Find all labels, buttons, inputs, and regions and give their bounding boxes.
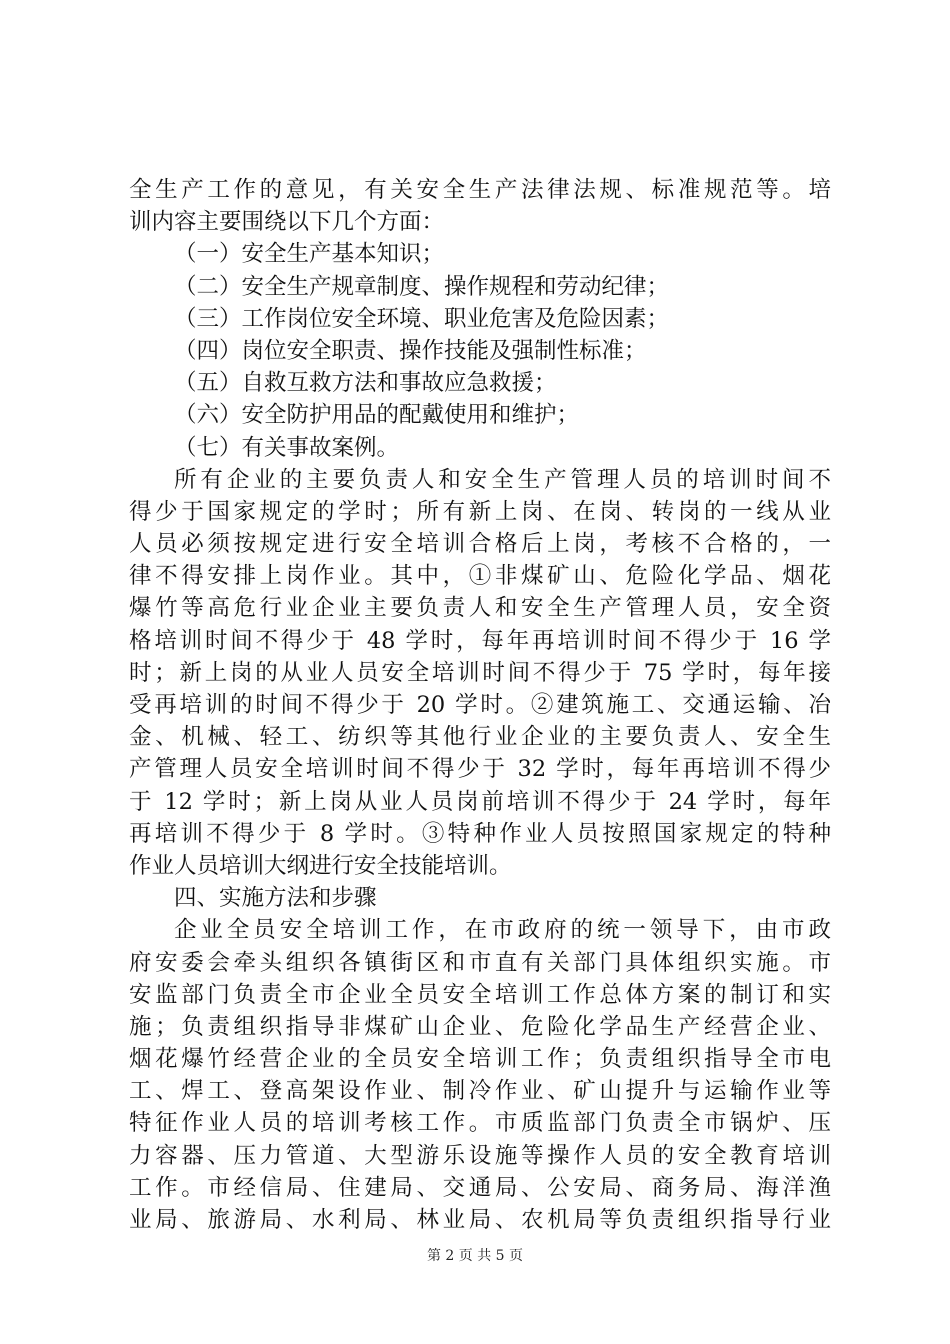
list-item: （三）工作岗位安全环境、职业危害及危险因素；: [174, 305, 670, 332]
text-line: 再培训不得少于 8 学时。③特种作业人员按照国家规定的特种: [129, 820, 831, 847]
text-line: 工、焊工、登高架设作业、制冷作业、矿山提升与运输作业等: [129, 1078, 831, 1105]
list-item: （四）岗位安全职责、操作技能及强制性标准；: [174, 337, 647, 364]
text-line: 企业全员安全培训工作，在市政府的统一领导下，由市政: [174, 917, 831, 944]
text-line: 力容器、压力管道、大型游乐设施等操作人员的安全教育培训: [129, 1142, 831, 1169]
text-line: 金、机械、轻工、纺织等其他行业企业的主要负责人、安全生: [129, 724, 831, 751]
text-line: 作业人员培训大纲进行安全技能培训。: [129, 852, 512, 879]
section-heading: 四、实施方法和步骤: [174, 885, 377, 912]
text-line: 工作。市经信局、住建局、交通局、公安局、商务局、海洋渔: [129, 1174, 831, 1201]
text-line: 训内容主要围绕以下几个方面：: [129, 209, 445, 236]
text-line: 施；负责组织指导非煤矿山企业、危险化学品生产经营企业、: [129, 1013, 831, 1040]
text-line: 所有企业的主要负责人和安全生产管理人员的培训时间不: [174, 466, 831, 493]
document-body: [129, 174, 831, 1236]
text-line: 府安委会牵头组织各镇街区和市直有关部门具体组织实施。市: [129, 949, 831, 976]
list-item: （六）安全防护用品的配戴使用和维护；: [174, 402, 580, 429]
text-line: 产管理人员安全培训时间不得少于 32 学时，每年再培训不得少: [129, 756, 831, 783]
text-line: 于 12 学时；新上岗从业人员岗前培训不得少于 24 学时，每年: [129, 788, 831, 815]
text-line: 得少于国家规定的学时；所有新上岗、在岗、转岗的一线从业: [129, 498, 831, 525]
text-line: 时；新上岗的从业人员安全培训时间不得少于 75 学时，每年接: [129, 659, 831, 686]
text-line: 全生产工作的意见，有关安全生产法律法规、标准规范等。培: [129, 177, 831, 203]
text-line: 业局、旅游局、水利局、林业局、农机局等负责组织指导行业: [129, 1207, 831, 1233]
text-line: 烟花爆竹经营企业的全员安全培训工作；负责组织指导全市电: [129, 1046, 831, 1073]
list-item: （二）安全生产规章制度、操作规程和劳动纪律；: [174, 273, 670, 300]
page-number: 第 2 页 共 5 页: [426, 1248, 524, 1264]
text-line: 律不得安排上岗作业。其中，①非煤矿山、危险化学品、烟花: [129, 563, 831, 590]
text-line: 特征作业人员的培训考核工作。市质监部门负责全市锅炉、压: [129, 1110, 831, 1137]
text-line: 安监部门负责全市企业全员安全培训工作总体方案的制订和实: [129, 981, 831, 1008]
text-line: 格培训时间不得少于 48 学时，每年再培训时间不得少于 16 学: [129, 627, 831, 654]
text-line: 人员必须按规定进行安全培训合格后上岗，考核不合格的，一: [129, 531, 831, 558]
text-line: 受再培训的时间不得少于 20 学时。②建筑施工、交通运输、冶: [129, 692, 831, 718]
list-item: （五）自救互救方法和事故应急救援；: [174, 370, 557, 397]
text-line: 爆竹等高危行业企业主要负责人和安全生产管理人员，安全资: [129, 595, 831, 622]
list-item: （一）安全生产基本知识；: [174, 241, 445, 268]
list-item: （七）有关事故案例。: [174, 434, 400, 461]
